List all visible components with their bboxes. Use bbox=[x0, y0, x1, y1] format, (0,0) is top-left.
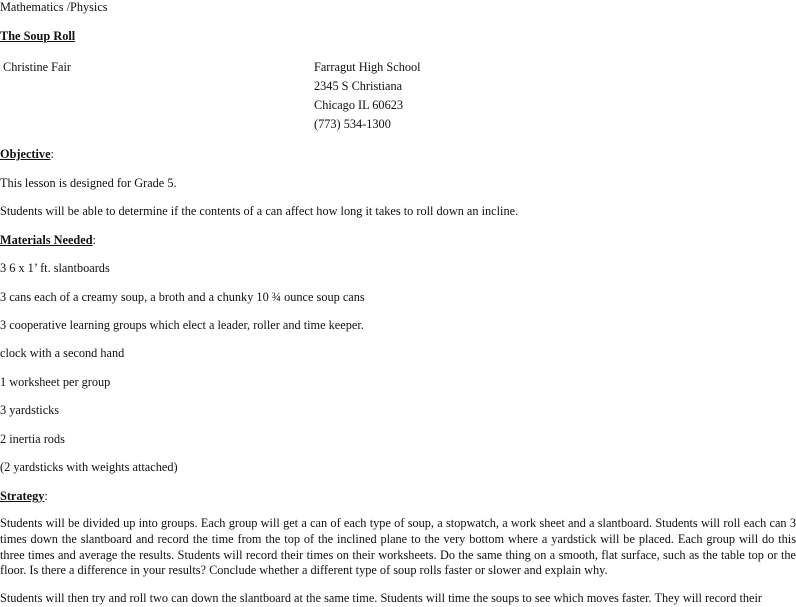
strategy-paragraph-continued: Students will then try and roll two can down the slantboard at the same time. Students will time the soups to see which moves faster. They will record their bbox=[0, 591, 763, 605]
objective-heading: Objective bbox=[0, 147, 51, 161]
material-item: 3 cans each of a creamy soup, a broth and a chunky 10 ¾ ounce soup cans bbox=[0, 290, 365, 304]
objective-heading-line bbox=[0, 147, 54, 162]
material-item: 3 cooperative learning groups which elect a leader, roller and time keeper. bbox=[0, 318, 364, 332]
school-name: Farragut High School bbox=[314, 60, 421, 74]
materials-colon: : bbox=[92, 233, 96, 247]
school-city: Chicago IL 60623 bbox=[314, 98, 404, 112]
materials-heading: Materials Needed bbox=[0, 233, 93, 247]
strategy-paragraph: Students will be divided up into groups. Each group will get a can of each type of soup, a stopwatch, a work sheet and a slantboard. Students will roll each can 3 times down the slantboard and record the time from the top of the inclined plane to the very bottom where a yardstick will be placed. Each group will do this three times and average the results. Students will record their times on their worksheets. Do the same thing on a smooth, flat surface, such as the table top or the floor. Is there a difference in your results? Conclude whether a different type of soup rolls faster or slower and explain why. bbox=[0, 516, 796, 578]
subject-line: Mathematics /Physics bbox=[0, 0, 108, 14]
materials-heading-line bbox=[0, 233, 96, 248]
objective-line: Students will be able to determine if the contents of a can affect how long it takes to roll down an incline. bbox=[0, 204, 519, 218]
material-item: 2 inertia rods bbox=[0, 432, 65, 446]
material-item: clock with a second hand bbox=[0, 346, 125, 360]
material-item: 3 yardsticks bbox=[0, 403, 60, 417]
objective-line: This lesson is designed for Grade 5. bbox=[0, 176, 177, 190]
school-phone: (773) 534-1300 bbox=[314, 117, 391, 131]
objective-colon: : bbox=[50, 147, 54, 161]
material-item: 3 6 x 1’ ft. slantboards bbox=[0, 261, 110, 275]
material-item: 1 worksheet per group bbox=[0, 375, 111, 389]
strategy-colon: : bbox=[44, 489, 48, 503]
document-title: The Soup Roll bbox=[0, 29, 76, 43]
material-item: (2 yardsticks with weights attached) bbox=[0, 460, 178, 474]
author-name: Christine Fair bbox=[3, 60, 71, 74]
strategy-heading: Strategy bbox=[0, 489, 45, 503]
school-street: 2345 S Christiana bbox=[314, 79, 403, 93]
strategy-heading-line bbox=[0, 489, 48, 504]
